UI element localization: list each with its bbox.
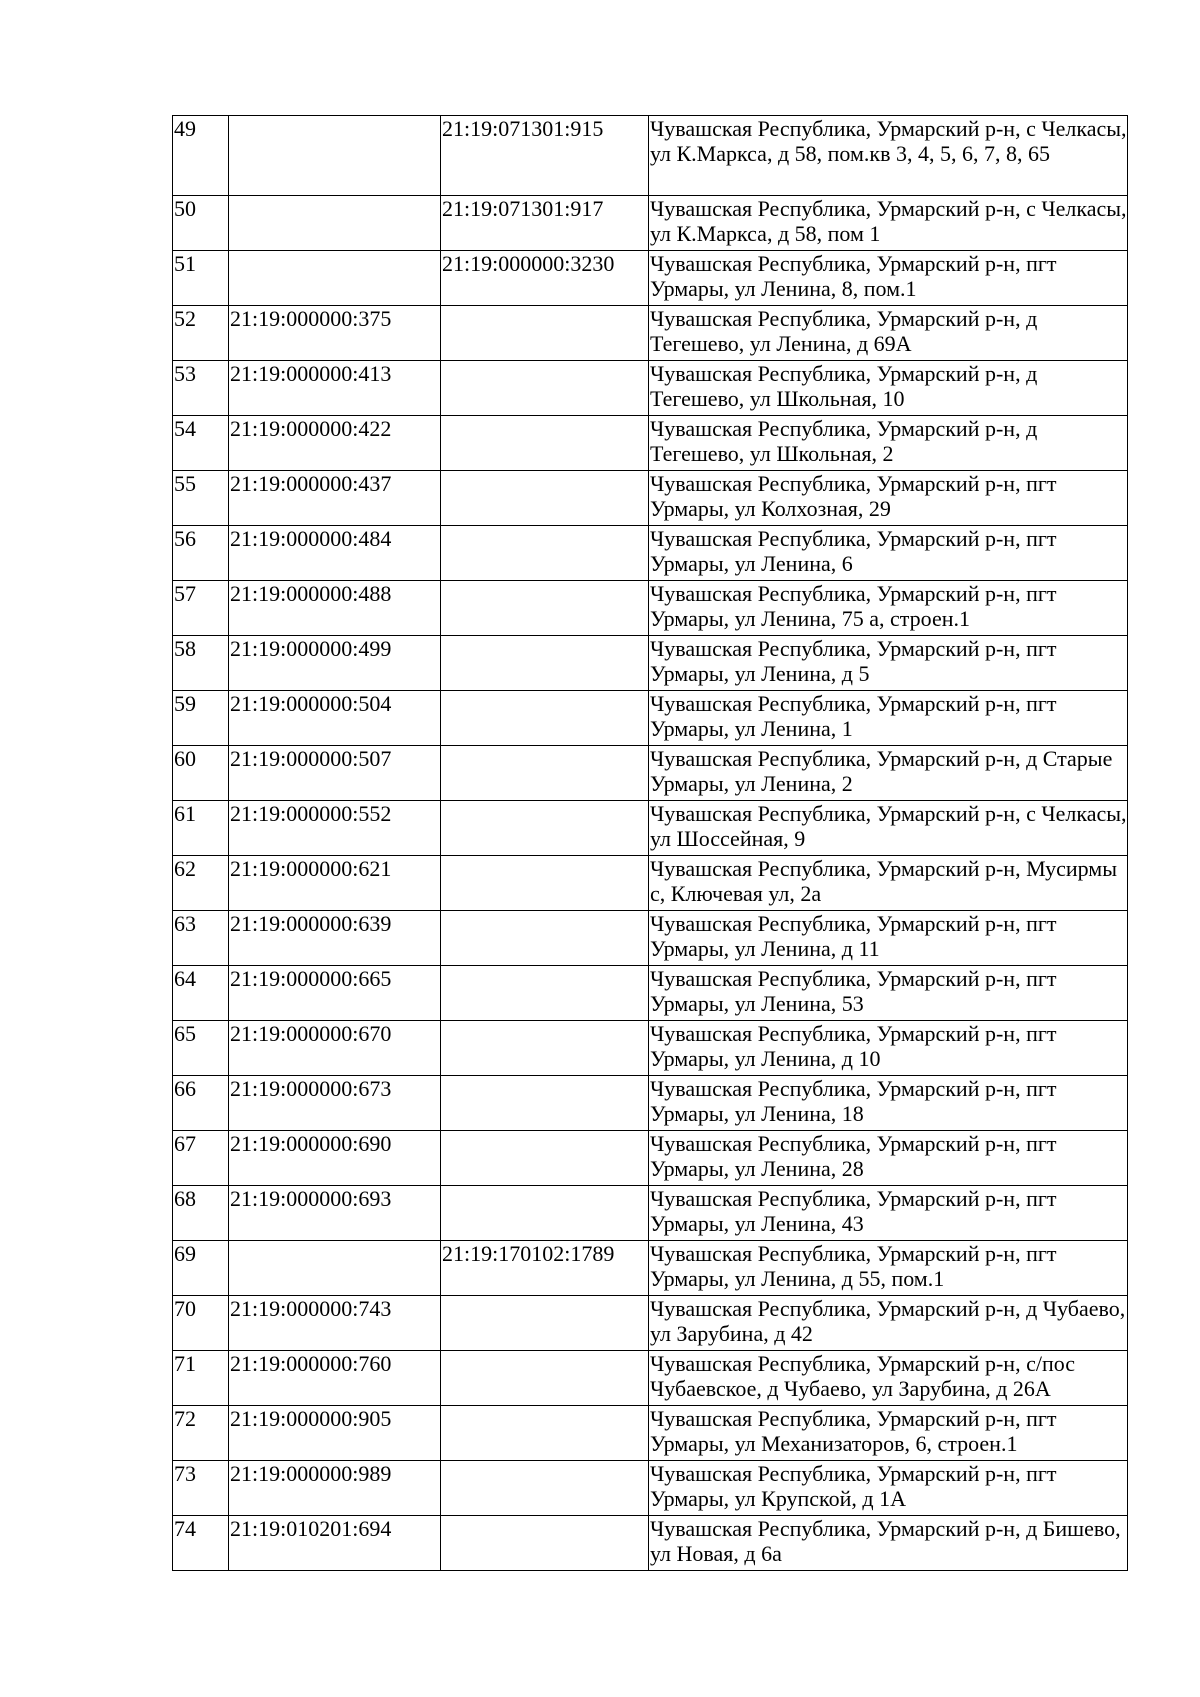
cadastral-number-cell: 21:19:000000:375 bbox=[229, 306, 441, 361]
address-cell: Чувашская Республика, Урмарский р-н, с Челкасы, ул К.Маркса, д 58, пом 1 bbox=[649, 196, 1128, 251]
address-cell: Чувашская Республика, Урмарский р-н, с/пос Чубаевское, д Чубаево, ул Зарубина, д 26А bbox=[649, 1351, 1128, 1406]
cadastral-number-cell: 21:19:000000:621 bbox=[229, 856, 441, 911]
table-row bbox=[173, 1516, 1128, 1571]
row-number-cell: 64 bbox=[173, 966, 229, 1021]
room-cadastral-number-cell bbox=[441, 1131, 649, 1186]
table-row bbox=[173, 251, 1128, 306]
row-number-cell: 50 bbox=[173, 196, 229, 251]
address-cell: Чувашская Республика, Урмарский р-н, пгт Урмары, ул Ленина, 28 bbox=[649, 1131, 1128, 1186]
address-cell: Чувашская Республика, Урмарский р-н, пгт Урмары, ул Ленина, д 10 bbox=[649, 1021, 1128, 1076]
table-row bbox=[173, 636, 1128, 691]
cadastral-number-cell: 21:19:000000:507 bbox=[229, 746, 441, 801]
property-table bbox=[172, 115, 1128, 1571]
address-cell: Чувашская Республика, Урмарский р-н, д Тегешево, ул Школьная, 10 bbox=[649, 361, 1128, 416]
room-cadastral-number-cell: 21:19:000000:3230 bbox=[441, 251, 649, 306]
cadastral-number-cell: 21:19:000000:989 bbox=[229, 1461, 441, 1516]
room-cadastral-number-cell: 21:19:170102:1789 bbox=[441, 1241, 649, 1296]
cadastral-number-cell: 21:19:000000:673 bbox=[229, 1076, 441, 1131]
address-cell: Чувашская Республика, Урмарский р-н, пгт Урмары, ул Ленина, 8, пом.1 bbox=[649, 251, 1128, 306]
cadastral-number-cell bbox=[229, 1241, 441, 1296]
room-cadastral-number-cell bbox=[441, 361, 649, 416]
row-number-cell: 58 bbox=[173, 636, 229, 691]
address-cell: Чувашская Республика, Урмарский р-н, пгт Урмары, ул Ленина, 18 bbox=[649, 1076, 1128, 1131]
room-cadastral-number-cell bbox=[441, 1461, 649, 1516]
row-number-cell: 61 bbox=[173, 801, 229, 856]
row-number-cell: 74 bbox=[173, 1516, 229, 1571]
address-cell: Чувашская Республика, Урмарский р-н, с Челкасы, ул Шоссейная, 9 bbox=[649, 801, 1128, 856]
cadastral-number-cell bbox=[229, 116, 441, 196]
room-cadastral-number-cell bbox=[441, 636, 649, 691]
table-row bbox=[173, 1241, 1128, 1296]
table-row bbox=[173, 691, 1128, 746]
room-cadastral-number-cell bbox=[441, 581, 649, 636]
cadastral-number-cell: 21:19:010201:694 bbox=[229, 1516, 441, 1571]
room-cadastral-number-cell bbox=[441, 691, 649, 746]
table-row bbox=[173, 306, 1128, 361]
cadastral-number-cell: 21:19:000000:639 bbox=[229, 911, 441, 966]
row-number-cell: 67 bbox=[173, 1131, 229, 1186]
cadastral-number-cell: 21:19:000000:413 bbox=[229, 361, 441, 416]
cadastral-number-cell: 21:19:000000:488 bbox=[229, 581, 441, 636]
row-number-cell: 55 bbox=[173, 471, 229, 526]
row-number-cell: 49 bbox=[173, 116, 229, 196]
room-cadastral-number-cell bbox=[441, 1186, 649, 1241]
table-row bbox=[173, 1406, 1128, 1461]
row-number-cell: 72 bbox=[173, 1406, 229, 1461]
room-cadastral-number-cell bbox=[441, 1351, 649, 1406]
row-number-cell: 51 bbox=[173, 251, 229, 306]
address-cell: Чувашская Республика, Урмарский р-н, д Бишево, ул Новая, д 6а bbox=[649, 1516, 1128, 1571]
address-cell: Чувашская Республика, Урмарский р-н, пгт Урмары, ул Ленина, д 55, пом.1 bbox=[649, 1241, 1128, 1296]
room-cadastral-number-cell bbox=[441, 1296, 649, 1351]
cadastral-number-cell: 21:19:000000:690 bbox=[229, 1131, 441, 1186]
cadastral-number-cell: 21:19:000000:905 bbox=[229, 1406, 441, 1461]
row-number-cell: 53 bbox=[173, 361, 229, 416]
row-number-cell: 73 bbox=[173, 1461, 229, 1516]
address-cell: Чувашская Республика, Урмарский р-н, д Старые Урмары, ул Ленина, 2 bbox=[649, 746, 1128, 801]
table-row bbox=[173, 966, 1128, 1021]
cadastral-number-cell: 21:19:000000:499 bbox=[229, 636, 441, 691]
address-cell: Чувашская Республика, Урмарский р-н, пгт Урмары, ул Ленина, д 5 bbox=[649, 636, 1128, 691]
room-cadastral-number-cell bbox=[441, 471, 649, 526]
room-cadastral-number-cell bbox=[441, 1516, 649, 1571]
room-cadastral-number-cell bbox=[441, 1076, 649, 1131]
table-row bbox=[173, 196, 1128, 251]
table-row bbox=[173, 1351, 1128, 1406]
table-row bbox=[173, 581, 1128, 636]
row-number-cell: 69 bbox=[173, 1241, 229, 1296]
cadastral-number-cell: 21:19:000000:484 bbox=[229, 526, 441, 581]
row-number-cell: 56 bbox=[173, 526, 229, 581]
table-row bbox=[173, 361, 1128, 416]
cadastral-number-cell bbox=[229, 251, 441, 306]
address-cell: Чувашская Республика, Урмарский р-н, с Челкасы, ул К.Маркса, д 58, пом.кв 3, 4, 5, 6, 7, 8, 65 bbox=[649, 116, 1128, 196]
row-number-cell: 54 bbox=[173, 416, 229, 471]
row-number-cell: 70 bbox=[173, 1296, 229, 1351]
address-cell: Чувашская Республика, Урмарский р-н, д Тегешево, ул Ленина, д 69А bbox=[649, 306, 1128, 361]
row-number-cell: 68 bbox=[173, 1186, 229, 1241]
cadastral-number-cell: 21:19:000000:760 bbox=[229, 1351, 441, 1406]
table-row bbox=[173, 1131, 1128, 1186]
row-number-cell: 71 bbox=[173, 1351, 229, 1406]
address-cell: Чувашская Республика, Урмарский р-н, д Тегешево, ул Школьная, 2 bbox=[649, 416, 1128, 471]
row-number-cell: 52 bbox=[173, 306, 229, 361]
room-cadastral-number-cell bbox=[441, 526, 649, 581]
address-cell: Чувашская Республика, Урмарский р-н, пгт Урмары, ул Ленина, 43 bbox=[649, 1186, 1128, 1241]
address-cell: Чувашская Республика, Урмарский р-н, пгт Урмары, ул Механизаторов, 6, строен.1 bbox=[649, 1406, 1128, 1461]
address-cell: Чувашская Республика, Урмарский р-н, пгт Урмары, ул Ленина, д 11 bbox=[649, 911, 1128, 966]
room-cadastral-number-cell bbox=[441, 1021, 649, 1076]
address-cell: Чувашская Республика, Урмарский р-н, пгт Урмары, ул Крупской, д 1А bbox=[649, 1461, 1128, 1516]
address-cell: Чувашская Республика, Урмарский р-н, д Чубаево, ул Зарубина, д 42 bbox=[649, 1296, 1128, 1351]
cadastral-number-cell: 21:19:000000:437 bbox=[229, 471, 441, 526]
table-row bbox=[173, 1461, 1128, 1516]
room-cadastral-number-cell: 21:19:071301:917 bbox=[441, 196, 649, 251]
cadastral-number-cell: 21:19:000000:665 bbox=[229, 966, 441, 1021]
table-row bbox=[173, 1021, 1128, 1076]
table-row bbox=[173, 1186, 1128, 1241]
cadastral-number-cell bbox=[229, 196, 441, 251]
address-cell: Чувашская Республика, Урмарский р-н, пгт Урмары, ул Колхозная, 29 bbox=[649, 471, 1128, 526]
table-row bbox=[173, 116, 1128, 196]
table-row bbox=[173, 1076, 1128, 1131]
cadastral-number-cell: 21:19:000000:693 bbox=[229, 1186, 441, 1241]
property-table-body bbox=[173, 116, 1128, 1571]
table-row bbox=[173, 416, 1128, 471]
row-number-cell: 62 bbox=[173, 856, 229, 911]
row-number-cell: 65 bbox=[173, 1021, 229, 1076]
table-row bbox=[173, 471, 1128, 526]
cadastral-number-cell: 21:19:000000:422 bbox=[229, 416, 441, 471]
table-row bbox=[173, 911, 1128, 966]
row-number-cell: 59 bbox=[173, 691, 229, 746]
table-row bbox=[173, 801, 1128, 856]
address-cell: Чувашская Республика, Урмарский р-н, Мусирмы с, Ключевая ул, 2а bbox=[649, 856, 1128, 911]
room-cadastral-number-cell bbox=[441, 856, 649, 911]
cadastral-number-cell: 21:19:000000:504 bbox=[229, 691, 441, 746]
address-cell: Чувашская Республика, Урмарский р-н, пгт Урмары, ул Ленина, 1 bbox=[649, 691, 1128, 746]
row-number-cell: 66 bbox=[173, 1076, 229, 1131]
table-row bbox=[173, 526, 1128, 581]
table-row bbox=[173, 856, 1128, 911]
row-number-cell: 57 bbox=[173, 581, 229, 636]
room-cadastral-number-cell bbox=[441, 911, 649, 966]
cadastral-number-cell: 21:19:000000:743 bbox=[229, 1296, 441, 1351]
room-cadastral-number-cell bbox=[441, 1406, 649, 1461]
room-cadastral-number-cell bbox=[441, 306, 649, 361]
cadastral-number-cell: 21:19:000000:552 bbox=[229, 801, 441, 856]
cadastral-number-cell: 21:19:000000:670 bbox=[229, 1021, 441, 1076]
table-row bbox=[173, 1296, 1128, 1351]
room-cadastral-number-cell bbox=[441, 416, 649, 471]
row-number-cell: 60 bbox=[173, 746, 229, 801]
address-cell: Чувашская Республика, Урмарский р-н, пгт Урмары, ул Ленина, 6 bbox=[649, 526, 1128, 581]
room-cadastral-number-cell bbox=[441, 746, 649, 801]
address-cell: Чувашская Республика, Урмарский р-н, пгт Урмары, ул Ленина, 53 bbox=[649, 966, 1128, 1021]
room-cadastral-number-cell: 21:19:071301:915 bbox=[441, 116, 649, 196]
address-cell: Чувашская Республика, Урмарский р-н, пгт Урмары, ул Ленина, 75 а, строен.1 bbox=[649, 581, 1128, 636]
room-cadastral-number-cell bbox=[441, 966, 649, 1021]
table-row bbox=[173, 746, 1128, 801]
row-number-cell: 63 bbox=[173, 911, 229, 966]
room-cadastral-number-cell bbox=[441, 801, 649, 856]
